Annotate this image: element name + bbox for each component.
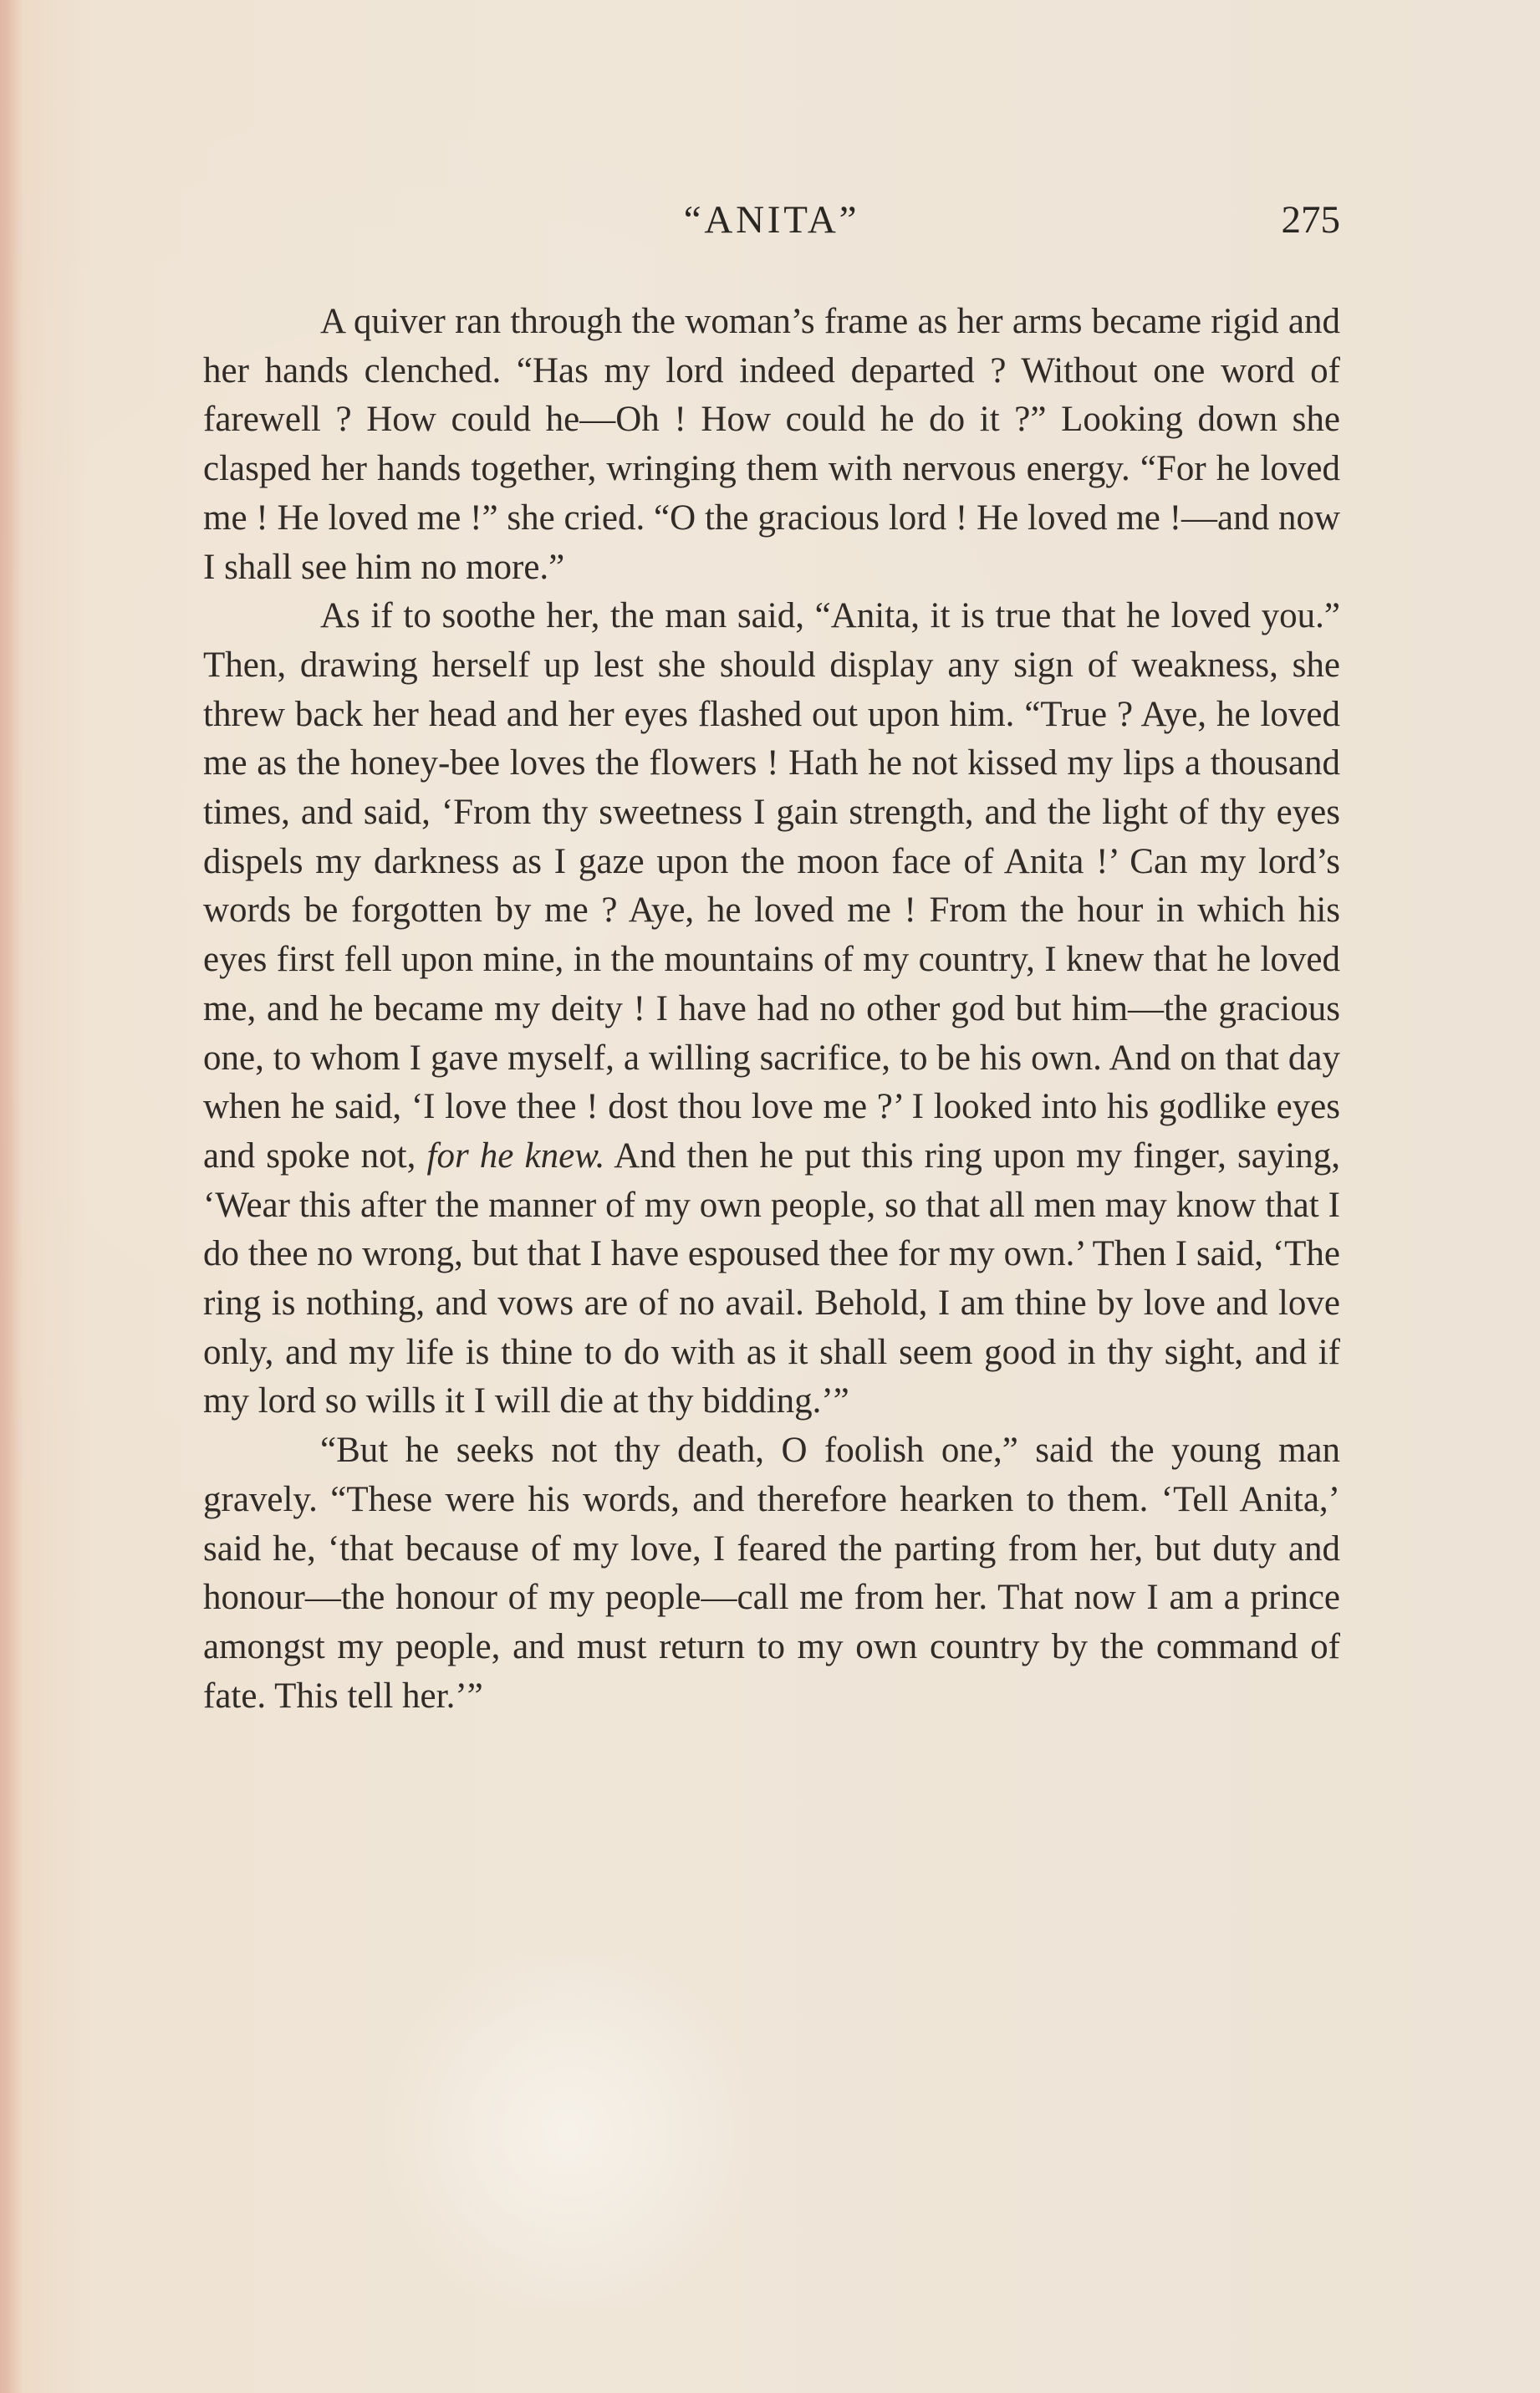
page-gutter-shadow (0, 0, 23, 2393)
chapter-text (203, 298, 1340, 1721)
paragraph-3 (203, 1426, 1340, 1721)
paragraph-2-text-before: As if to soothe her, the man said, “Anita, it is true that he loved you.” Then, drawing herself up lest she should display any sign of weakness, she threw back her head and her eyes flashed out upon him. “True ? Aye, he loved me as the honey-bee loves the flowers ! Hath he not kissed my lips a thousand times, and said, ‘From thy sweetness I gain strength, and the light of thy eyes dispels my darkness as I gaze upon the moon face of Anita !’ Can my lord’s words be forgotten by me ? Aye, he loved me ! From the hour in which his eyes first fell upon mine, in the mountains of my country, I knew that he loved me, and he became my deity ! I have had no other god but him—the gracious one, to whom I gave myself, a willing sacrifice, to be his own. And on that day when he said, ‘I love thee ! dost thou love me ?’ I looked into his godlike eyes and spoke not, (203, 596, 1340, 1176)
paragraph-2-italic-phrase: for he knew. (426, 1135, 605, 1176)
paragraph-1 (203, 298, 1340, 592)
page-number: 275 (1281, 198, 1340, 242)
paragraph-2 (203, 592, 1340, 1426)
paragraph-1-text: A quiver ran through the woman’s frame as her arms became rigid and her hands clenched. “Has my lord indeed departed ? Without one word of farewell ? How could he—Oh ! How could he do it ?” Looking down she clasped her hands together, wringing them with nervous energy. “For he loved me ! He loved me !” she cried. “O the gracious lord ! He loved me !—and now I shall see him no more.” (203, 302, 1340, 587)
page-header (203, 197, 1340, 251)
paragraph-2-text-after: And then he put this ring upon my finger, saying, ‘Wear this after the manner of my own people, so that all men may know that I do thee no wrong, but that I have espoused thee for my own.’ Then I said, ‘The ring is nothing, and vows are of no avail. Behold, I am thine by love and love only, and my life is thine to do with as it shall seem good in thy sight, and if my lord so wills it I will die at thy bidding.’” (203, 1135, 1340, 1421)
running-head: “ANITA” (683, 198, 860, 242)
paragraph-3-text: “But he seeks not thy death, O foolish one,” said the young man gravely. “These were his words, and therefore hearken to them. ‘Tell Anita,’ said he, ‘that because of my love, I feared the parting from her, but duty and honour—the honour of my people—call me from her. That now I am a prince amongst my people, and must return to my own country by the command of fate. This tell her.’” (203, 1431, 1340, 1716)
paper-light-spot (351, 1957, 786, 2308)
